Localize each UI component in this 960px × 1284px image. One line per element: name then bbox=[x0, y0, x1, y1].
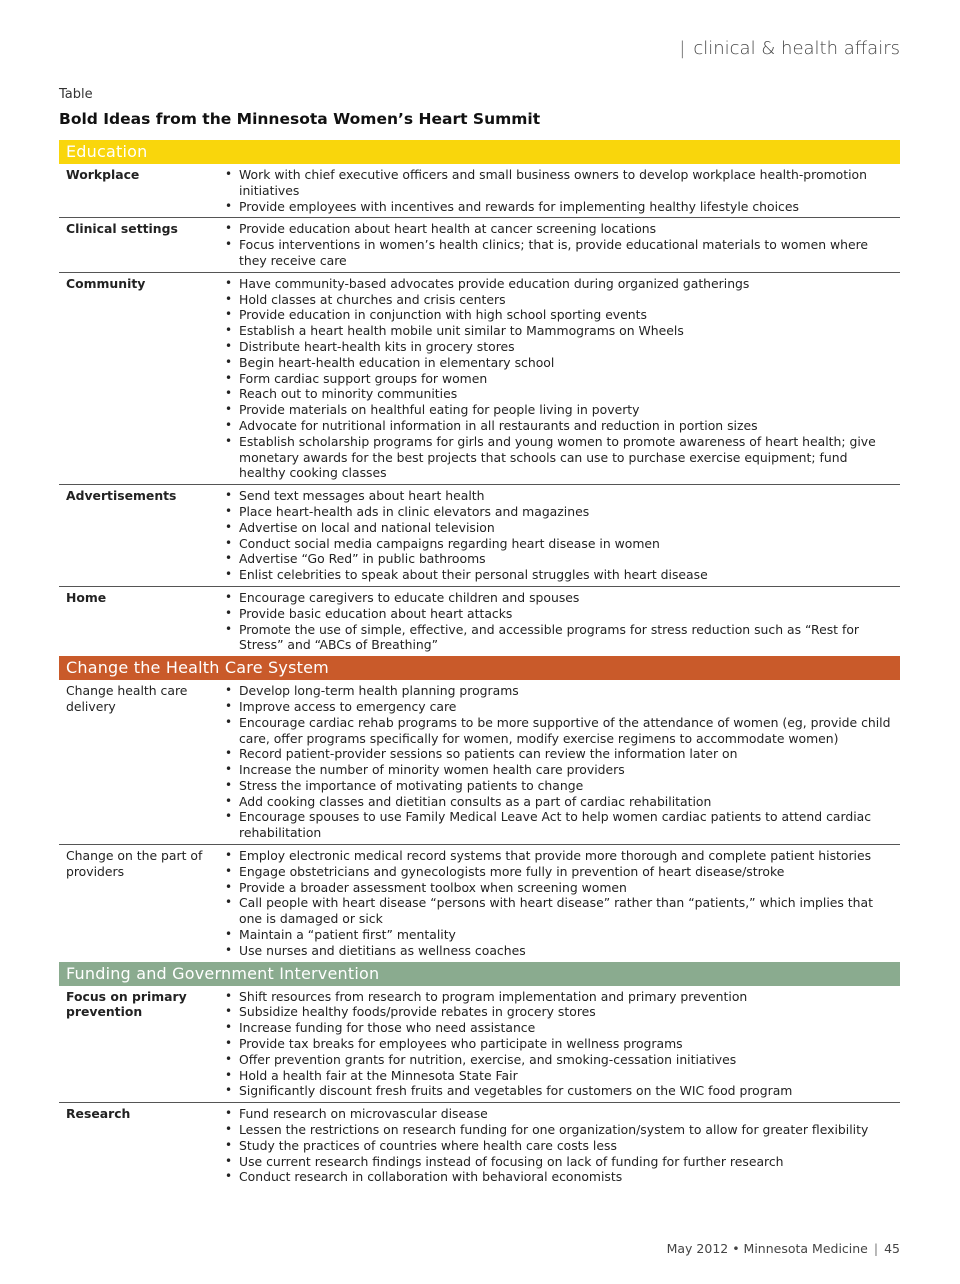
row-items bbox=[225, 488, 900, 583]
list-item: • Form cardiac support groups for women bbox=[225, 371, 896, 387]
list-item: • Promote the use of simple, effective, and accessible programs for stress reduction such as “Rest for Stress” and “ABCs of Breathing” bbox=[225, 622, 896, 654]
list-item: • Call people with heart disease “persons with heart disease” rather than “patients,” which implies that one is damaged or sick bbox=[225, 895, 896, 927]
footer-issue: May 2012 • Minnesota Medicine bbox=[666, 1241, 868, 1256]
list-item: • Record patient-provider sessions so patients can review the information later on bbox=[225, 746, 896, 762]
list-item: • Provide a broader assessment toolbox when screening women bbox=[225, 880, 896, 896]
row-label: Research bbox=[66, 1106, 131, 1122]
ideas-table bbox=[59, 140, 900, 1188]
list-item: • Advertise on local and national television bbox=[225, 520, 896, 536]
row-items bbox=[225, 683, 900, 841]
table-label: Table bbox=[59, 87, 93, 102]
list-item: • Provide education about heart health at cancer screening locations bbox=[225, 221, 896, 237]
row-items bbox=[225, 1106, 900, 1185]
table-row bbox=[59, 485, 900, 587]
list-item: • Focus interventions in women’s health clinics; that is, provide educational materials to women where they receive care bbox=[225, 237, 896, 269]
list-item: • Lessen the restrictions on research funding for one organization/system to allow for greater flexibility bbox=[225, 1122, 896, 1138]
row-label: Focus on primary prevention bbox=[66, 988, 187, 1020]
table-row bbox=[59, 1103, 900, 1188]
list-item: • Significantly discount fresh fruits and vegetables for customers on the WIC food program bbox=[225, 1083, 896, 1099]
list-item: • Reach out to minority communities bbox=[225, 386, 896, 402]
list-item: • Shift resources from research to program implementation and primary prevention bbox=[225, 989, 896, 1005]
row-items bbox=[225, 276, 900, 481]
list-item: • Begin heart-health education in elementary school bbox=[225, 355, 896, 371]
list-item: • Provide tax breaks for employees who participate in wellness programs bbox=[225, 1036, 896, 1052]
list-item: • Fund research on microvascular disease bbox=[225, 1106, 896, 1122]
row-label: Home bbox=[66, 589, 107, 605]
list-item: • Establish a heart health mobile unit similar to Mammograms on Wheels bbox=[225, 323, 896, 339]
list-item: • Offer prevention grants for nutrition, exercise, and smoking-cessation initiatives bbox=[225, 1052, 896, 1068]
list-item: • Hold classes at churches and crisis centers bbox=[225, 292, 896, 308]
list-item: • Send text messages about heart health bbox=[225, 488, 896, 504]
header-section: clinical & health affairs bbox=[693, 38, 900, 59]
running-header bbox=[679, 38, 900, 59]
section-header-funding: Funding and Government Intervention bbox=[59, 962, 900, 986]
table-row bbox=[59, 164, 900, 218]
list-item: • Stress the importance of motivating patients to change bbox=[225, 778, 896, 794]
list-item: • Place heart-health ads in clinic elevators and magazines bbox=[225, 504, 896, 520]
row-label: Workplace bbox=[66, 167, 140, 182]
list-item: • Study the practices of countries where health care costs less bbox=[225, 1138, 896, 1154]
list-item: • Employ electronic medical record systems that provide more thorough and complete patient histories bbox=[225, 848, 896, 864]
row-items bbox=[225, 848, 900, 959]
page-footer bbox=[667, 1241, 900, 1256]
list-item: • Maintain a “patient first” mentality bbox=[225, 927, 896, 943]
table-row bbox=[59, 986, 900, 1104]
row-label: Community bbox=[66, 275, 146, 291]
table-title: Bold Ideas from the Minnesota Women’s Heart Summit bbox=[59, 110, 541, 128]
list-item: • Increase the number of minority women health care providers bbox=[225, 762, 896, 778]
list-item: • Advertise “Go Red” in public bathrooms bbox=[225, 551, 896, 567]
list-item: • Advocate for nutritional information in all restaurants and reduction in portion sizes bbox=[225, 418, 896, 434]
table-row bbox=[59, 218, 900, 272]
footer-divider: | bbox=[873, 1241, 879, 1256]
list-item: • Add cooking classes and dietitian consults as a part of cardiac rehabilitation bbox=[225, 794, 896, 810]
list-item: • Provide education in conjunction with high school sporting events bbox=[225, 307, 896, 323]
row-label: Change health care delivery bbox=[66, 683, 188, 714]
list-item: • Have community-based advocates provide education during organized gatherings bbox=[225, 276, 896, 292]
list-item: • Use current research findings instead of focusing on lack of funding for further research bbox=[225, 1154, 896, 1170]
row-items bbox=[225, 989, 900, 1100]
header-divider: | bbox=[679, 38, 686, 59]
table-row bbox=[59, 680, 900, 845]
row-label: Clinical settings bbox=[66, 221, 178, 237]
list-item: • Provide materials on healthful eating for people living in poverty bbox=[225, 402, 896, 418]
row-items bbox=[225, 167, 900, 214]
row-items bbox=[225, 221, 900, 268]
list-item: • Provide employees with incentives and rewards for implementing healthy lifestyle choices bbox=[225, 199, 896, 215]
list-item: • Improve access to emergency care bbox=[225, 699, 896, 715]
list-item: • Subsidize healthy foods/provide rebates in grocery stores bbox=[225, 1004, 896, 1020]
list-item: • Encourage spouses to use Family Medical Leave Act to help women cardiac patients to attend cardiac rehabilitation bbox=[225, 809, 896, 841]
row-items bbox=[225, 590, 900, 653]
list-item: • Use nurses and dietitians as wellness coaches bbox=[225, 943, 896, 959]
list-item: • Establish scholarship programs for girls and young women to promote awareness of heart health; give monetary awards for the best projects that schools can use to purchase exercise equipment; fund healthy cooking classes bbox=[225, 434, 896, 481]
list-item: • Encourage caregivers to educate children and spouses bbox=[225, 590, 896, 606]
table-row bbox=[59, 845, 900, 962]
table-row bbox=[59, 273, 900, 485]
list-item: • Develop long-term health planning programs bbox=[225, 683, 896, 699]
row-label: Advertisements bbox=[66, 488, 177, 504]
list-item: • Enlist celebrities to speak about their personal struggles with heart disease bbox=[225, 567, 896, 583]
row-label: Change on the part of providers bbox=[66, 848, 203, 879]
page-number: 45 bbox=[884, 1241, 900, 1256]
list-item: • Hold a health fair at the Minnesota State Fair bbox=[225, 1068, 896, 1084]
list-item: • Engage obstetricians and gynecologists more fully in prevention of heart disease/stroke bbox=[225, 864, 896, 880]
list-item: • Encourage cardiac rehab programs to be more supportive of the attendance of women (eg, provide child care, offer programs specifically for women, modify exercise regimens to accommodate women) bbox=[225, 715, 896, 747]
list-item: • Provide basic education about heart attacks bbox=[225, 606, 896, 622]
list-item: • Work with chief executive officers and small business owners to develop workplace health-promotion initiatives bbox=[225, 167, 896, 199]
list-item: • Distribute heart-health kits in grocery stores bbox=[225, 339, 896, 355]
list-item: • Increase funding for those who need assistance bbox=[225, 1020, 896, 1036]
list-item: • Conduct social media campaigns regarding heart disease in women bbox=[225, 536, 896, 552]
section-header-education: Education bbox=[59, 140, 900, 164]
list-item: • Conduct research in collaboration with behavioral economists bbox=[225, 1169, 896, 1185]
table-row bbox=[59, 587, 900, 656]
section-header-health-care-system: Change the Health Care System bbox=[59, 656, 900, 680]
